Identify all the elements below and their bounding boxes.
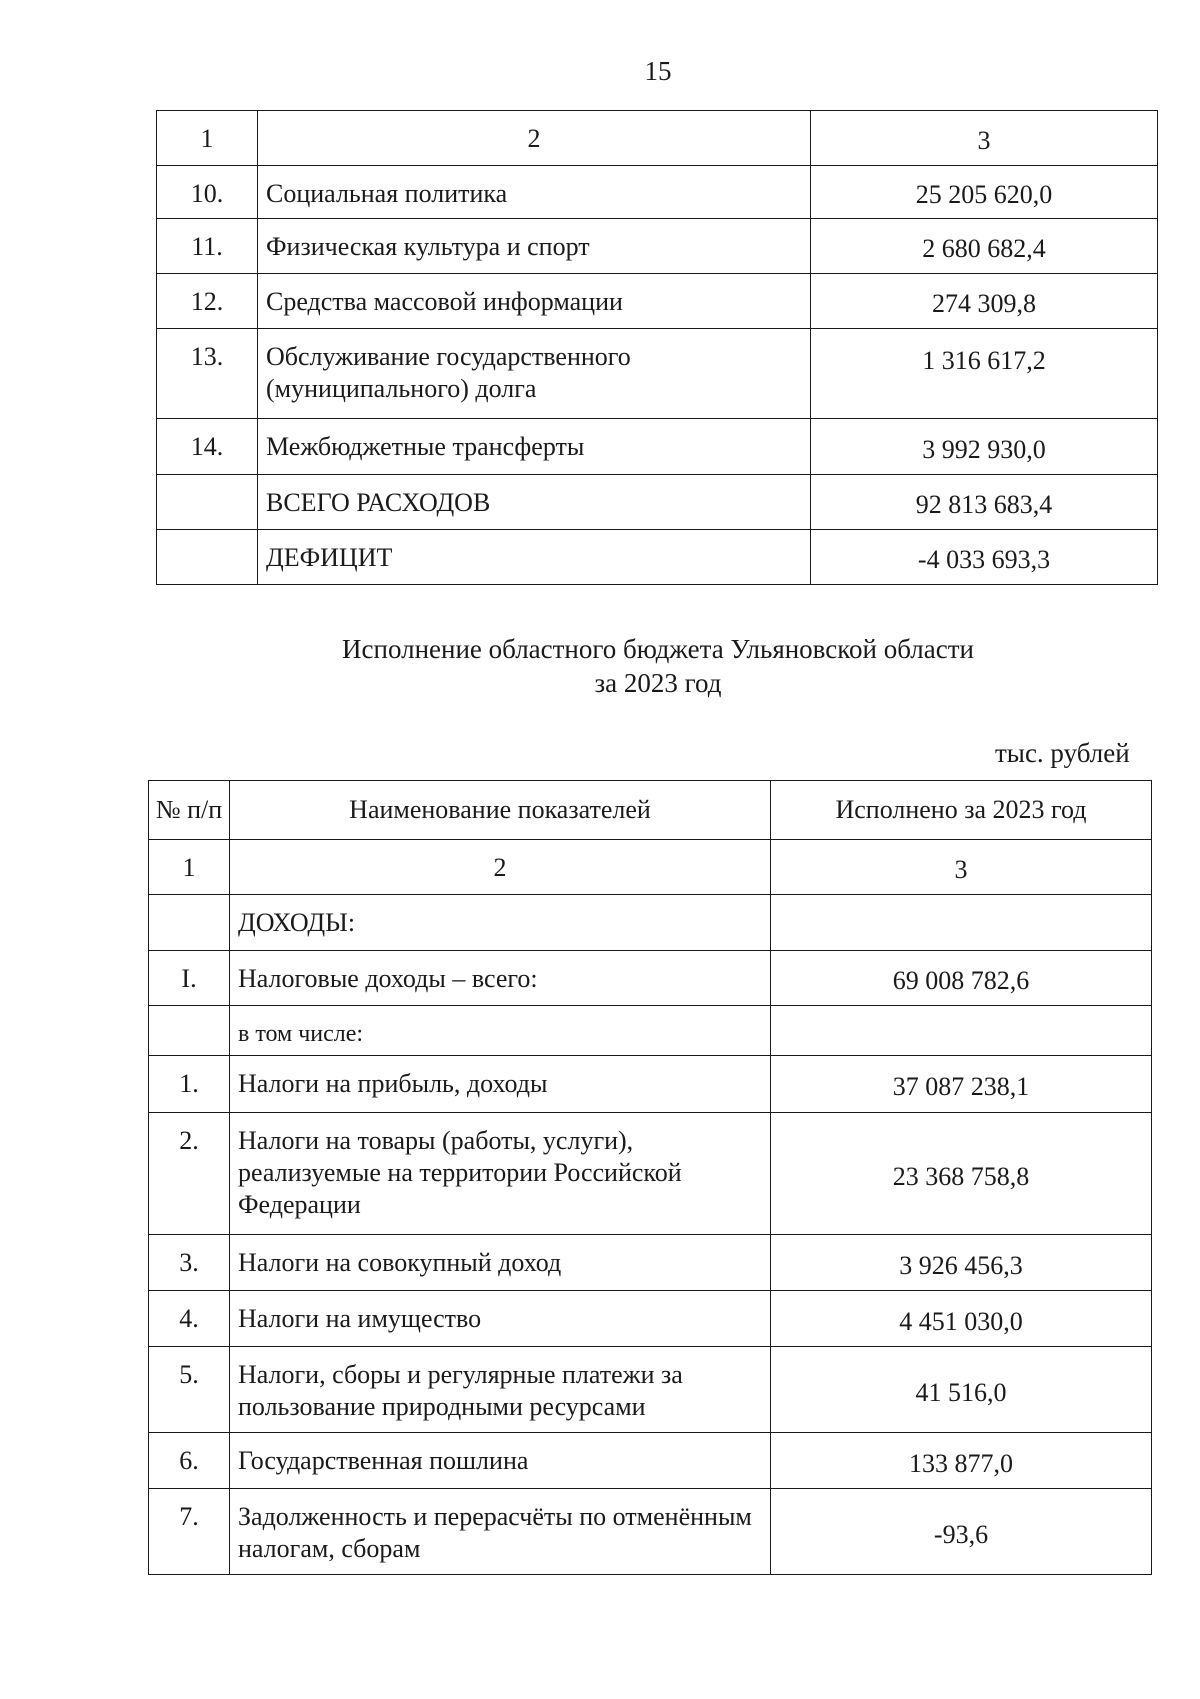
row-value: 3 992 930,0 — [811, 419, 1158, 475]
row-number: 7. — [149, 1489, 230, 1575]
row-name: Налоговые доходы – всего: — [230, 951, 771, 1006]
column-index: 2 — [230, 840, 771, 895]
row-name: ДЕФИЦИТ — [258, 530, 811, 585]
section-title — [0, 632, 1200, 700]
row-value: 92 813 683,4 — [811, 475, 1158, 530]
row-number — [157, 475, 258, 530]
table-row — [157, 274, 1158, 329]
row-name: Обслуживание государственного (муниципального) долга — [258, 329, 811, 419]
row-name: Государственная пошлина — [230, 1433, 771, 1489]
row-number — [157, 530, 258, 585]
table-index-row — [149, 840, 1152, 895]
row-value: -4 033 693,3 — [811, 530, 1158, 585]
row-number: 13. — [157, 329, 258, 419]
table-header-row — [149, 781, 1152, 840]
row-value: 133 877,0 — [771, 1433, 1152, 1489]
row-value: -93,6 — [771, 1489, 1152, 1575]
row-name: Физическая культура и спорт — [258, 219, 811, 274]
row-value: 41 516,0 — [771, 1347, 1152, 1433]
row-value — [771, 895, 1152, 951]
row-number: 11. — [157, 219, 258, 274]
row-value: 25 205 620,0 — [811, 166, 1158, 219]
title-line: Исполнение областного бюджета Ульяновской области — [342, 634, 974, 664]
row-value: 37 087 238,1 — [771, 1056, 1152, 1113]
row-value: 3 926 456,3 — [771, 1235, 1152, 1291]
table-row — [149, 1291, 1152, 1347]
table-row — [157, 329, 1158, 419]
row-name: Межбюджетные трансферты — [258, 419, 811, 475]
row-value: 1 316 617,2 — [811, 329, 1158, 419]
column-header: Наименование показателей — [230, 781, 771, 840]
row-number: 14. — [157, 419, 258, 475]
row-value: 69 008 782,6 — [771, 951, 1152, 1006]
row-number — [149, 1006, 230, 1056]
unit-label: тыс. рублей — [995, 738, 1130, 768]
table-row — [149, 951, 1152, 1006]
page-number: 15 — [644, 56, 672, 86]
row-name: Средства массовой информации — [258, 274, 811, 329]
row-name: в том числе: — [230, 1006, 771, 1056]
table-row — [149, 1433, 1152, 1489]
row-value: 4 451 030,0 — [771, 1291, 1152, 1347]
row-number: 1. — [149, 1056, 230, 1113]
column-header: Исполнено за 2023 год — [771, 781, 1152, 840]
column-index: 3 — [811, 111, 1158, 166]
row-number: 10. — [157, 166, 258, 219]
row-name: Налоги на товары (работы, услуги), реализуемые на территории Российской Федерации — [230, 1113, 771, 1235]
title-line: за 2023 год — [594, 668, 722, 698]
row-name: Налоги, сборы и регулярные платежи за пользование природными ресурсами — [230, 1347, 771, 1433]
table-row — [149, 1113, 1152, 1235]
table-header-row — [157, 111, 1158, 166]
row-number: 4. — [149, 1291, 230, 1347]
row-name: ДОХОДЫ: — [230, 895, 771, 951]
row-number: 3. — [149, 1235, 230, 1291]
table-row — [149, 1006, 1152, 1056]
row-value — [771, 1006, 1152, 1056]
row-value: 23 368 758,8 — [771, 1113, 1152, 1235]
table-row — [157, 166, 1158, 219]
row-number: 5. — [149, 1347, 230, 1433]
column-index: 2 — [258, 111, 811, 166]
row-number: 12. — [157, 274, 258, 329]
row-name: Налоги на прибыль, доходы — [230, 1056, 771, 1113]
row-value: 274 309,8 — [811, 274, 1158, 329]
column-index: 1 — [157, 111, 258, 166]
expenses-table — [156, 110, 1158, 585]
row-number: 2. — [149, 1113, 230, 1235]
budget-execution-table — [148, 780, 1152, 1575]
row-name: Задолженность и перерасчёты по отменённым налогам, сборам — [230, 1489, 771, 1575]
row-value: 2 680 682,4 — [811, 219, 1158, 274]
total-expenses-row — [157, 475, 1158, 530]
column-index: 1 — [149, 840, 230, 895]
table-row — [157, 419, 1158, 475]
deficit-row — [157, 530, 1158, 585]
row-name: ВСЕГО РАСХОДОВ — [258, 475, 811, 530]
column-header: № п/п — [149, 781, 230, 840]
table-row — [149, 1056, 1152, 1113]
row-name: Налоги на имущество — [230, 1291, 771, 1347]
row-number: 6. — [149, 1433, 230, 1489]
table-row — [149, 1347, 1152, 1433]
column-index: 3 — [771, 840, 1152, 895]
row-number — [149, 895, 230, 951]
row-number: I. — [149, 951, 230, 1006]
table-row — [149, 1235, 1152, 1291]
table-row — [149, 895, 1152, 951]
row-name: Налоги на совокупный доход — [230, 1235, 771, 1291]
table-row — [149, 1489, 1152, 1575]
table-row — [157, 219, 1158, 274]
row-name: Социальная политика — [258, 166, 811, 219]
